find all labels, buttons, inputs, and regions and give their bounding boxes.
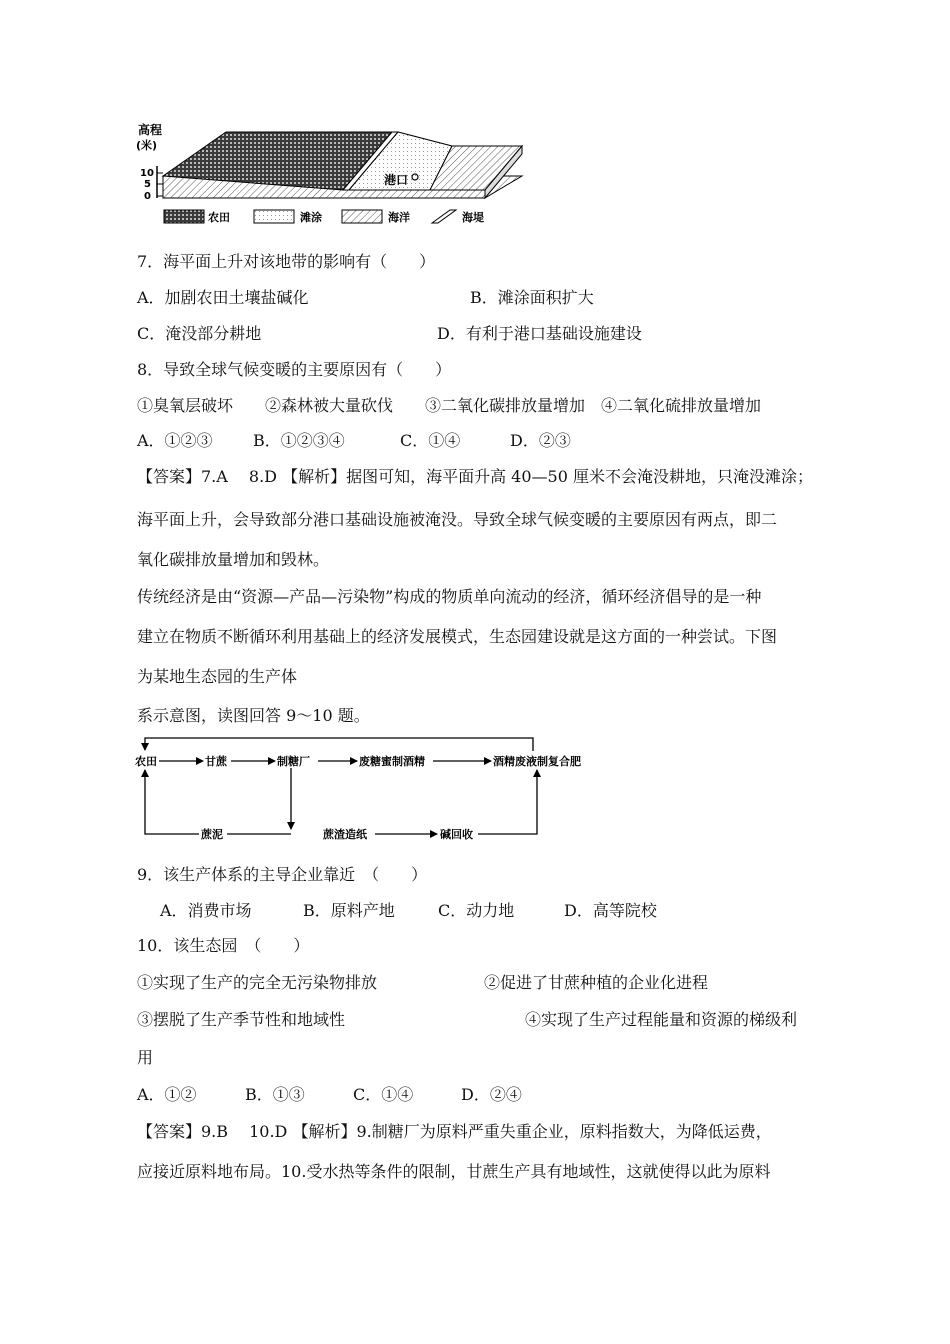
tick-5: 5 (144, 179, 151, 190)
q9-option-a[interactable]: A．消费市场 (160, 901, 252, 920)
q8-option-b[interactable]: B．①②③④ (253, 431, 345, 450)
q7-stem: 7．海平面上升对该地带的影响有（ ） (137, 252, 436, 271)
q9-option-c[interactable]: C．动力地 (438, 901, 515, 920)
coastal-elevation-diagram (130, 118, 550, 230)
passage-line-1: 传统经济是由“资源—产品—污染物”构成的物质单向流动的经济，循环经济倡导的是一种 (137, 587, 762, 606)
passage-line-3: 为某地生态园的生产体 (137, 667, 298, 686)
passage-line-2: 建立在物质不断循环利用基础上的经济发展模式，生态园建设就是这方面的一种尝试。下图 (137, 627, 778, 646)
answer-7-8-line-3: 氧化碳排放量增加和毁林。 (137, 550, 330, 569)
legend-tidal-flat: 滩涂 (300, 211, 322, 224)
answer-9-10-line-2: 应接近原料地布局。10.受水热等条件的限制，甘蔗生产具有地域性，这就使得以此为原料 (137, 1162, 771, 1181)
answer-9-10-line-1: 【答案】9.B 10.D 【解析】9.制糖厂为原料严重失重企业，原料指数大，为降低运费， (137, 1122, 772, 1141)
q10-item-3: ③摆脱了生产季节性和地域性 (137, 1010, 346, 1029)
node-farm: 农田 (135, 755, 157, 768)
legend-sea: 海洋 (388, 211, 410, 224)
tick-0: 0 (144, 191, 151, 202)
q7-option-c[interactable]: C．淹没部分耕地 (137, 324, 262, 343)
q7-option-a[interactable]: A．加剧农田土壤盐碱化 (137, 288, 309, 307)
node-alkali: 碱回收 (440, 828, 473, 841)
q9-option-b[interactable]: B．原料产地 (303, 901, 395, 920)
q7-option-d[interactable]: D．有利于港口基础设施建设 (437, 324, 642, 343)
q8-option-d[interactable]: D．②③ (510, 431, 571, 450)
node-molasses-alcohol: 废糖蜜制酒精 (359, 755, 425, 768)
eco-park-flow-diagram (133, 732, 598, 844)
answer-7-8-line-1: 【答案】7.A 8.D 【解析】据图可知，海平面升高 40—50 厘米不会淹没耕地，只淹没滩涂； (137, 467, 813, 486)
port-label: 港口 (384, 173, 409, 187)
tick-10: 10 (140, 168, 154, 179)
q8-option-c[interactable]: C．①④ (400, 431, 461, 450)
q8-stem: 8．导致全球气候变暖的主要原因有（ ） (137, 360, 452, 379)
q10-option-c[interactable]: C．①④ (353, 1085, 414, 1104)
q7-option-b[interactable]: B．滩涂面积扩大 (470, 288, 594, 307)
elevation-unit: (米) (136, 139, 158, 152)
q10-option-d[interactable]: D．②④ (461, 1085, 522, 1104)
q10-item-4: ④实现了生产过程能量和资源的梯级利 (525, 1010, 798, 1029)
node-sugar-mill: 制糖厂 (277, 755, 310, 768)
q10-item-2: ②促进了甘蔗种植的企业化进程 (484, 973, 709, 992)
node-fertilizer: 酒精废液制复合肥 (493, 755, 581, 768)
q10-option-a[interactable]: A．①② (137, 1085, 197, 1104)
q9-stem: 9．该生产体系的主导企业靠近 （ ） (137, 865, 428, 884)
node-cane: 甘蔗 (205, 755, 227, 768)
q8-option-a[interactable]: A．①②③ (137, 431, 213, 450)
q9-option-d[interactable]: D．高等院校 (564, 901, 657, 920)
answer-7-8-line-2: 海平面上升，会导致部分港口基础设施被淹没。导致全球气候变暖的主要原因有两点，即二 (137, 510, 778, 529)
elevation-title: 高程 (138, 123, 163, 137)
passage-line-4: 系示意图，读图回答 9～10 题。 (137, 706, 370, 725)
q10-stem: 10．该生态园 （ ） (137, 936, 310, 955)
legend-farmland: 农田 (208, 211, 230, 224)
legend-seawall: 海堤 (462, 211, 484, 224)
q10-item-4-continued: 用 (137, 1048, 154, 1067)
node-mud: 蔗泥 (201, 828, 223, 841)
node-paper: 蔗渣造纸 (323, 828, 367, 841)
q10-item-1: ①实现了生产的完全无污染物排放 (137, 973, 378, 992)
q8-items: ①臭氧层破坏 ②森林被大量砍伐 ③二氧化碳排放量增加 ④二氧化硫排放量增加 (137, 396, 762, 415)
q10-option-b[interactable]: B．①③ (245, 1085, 305, 1104)
